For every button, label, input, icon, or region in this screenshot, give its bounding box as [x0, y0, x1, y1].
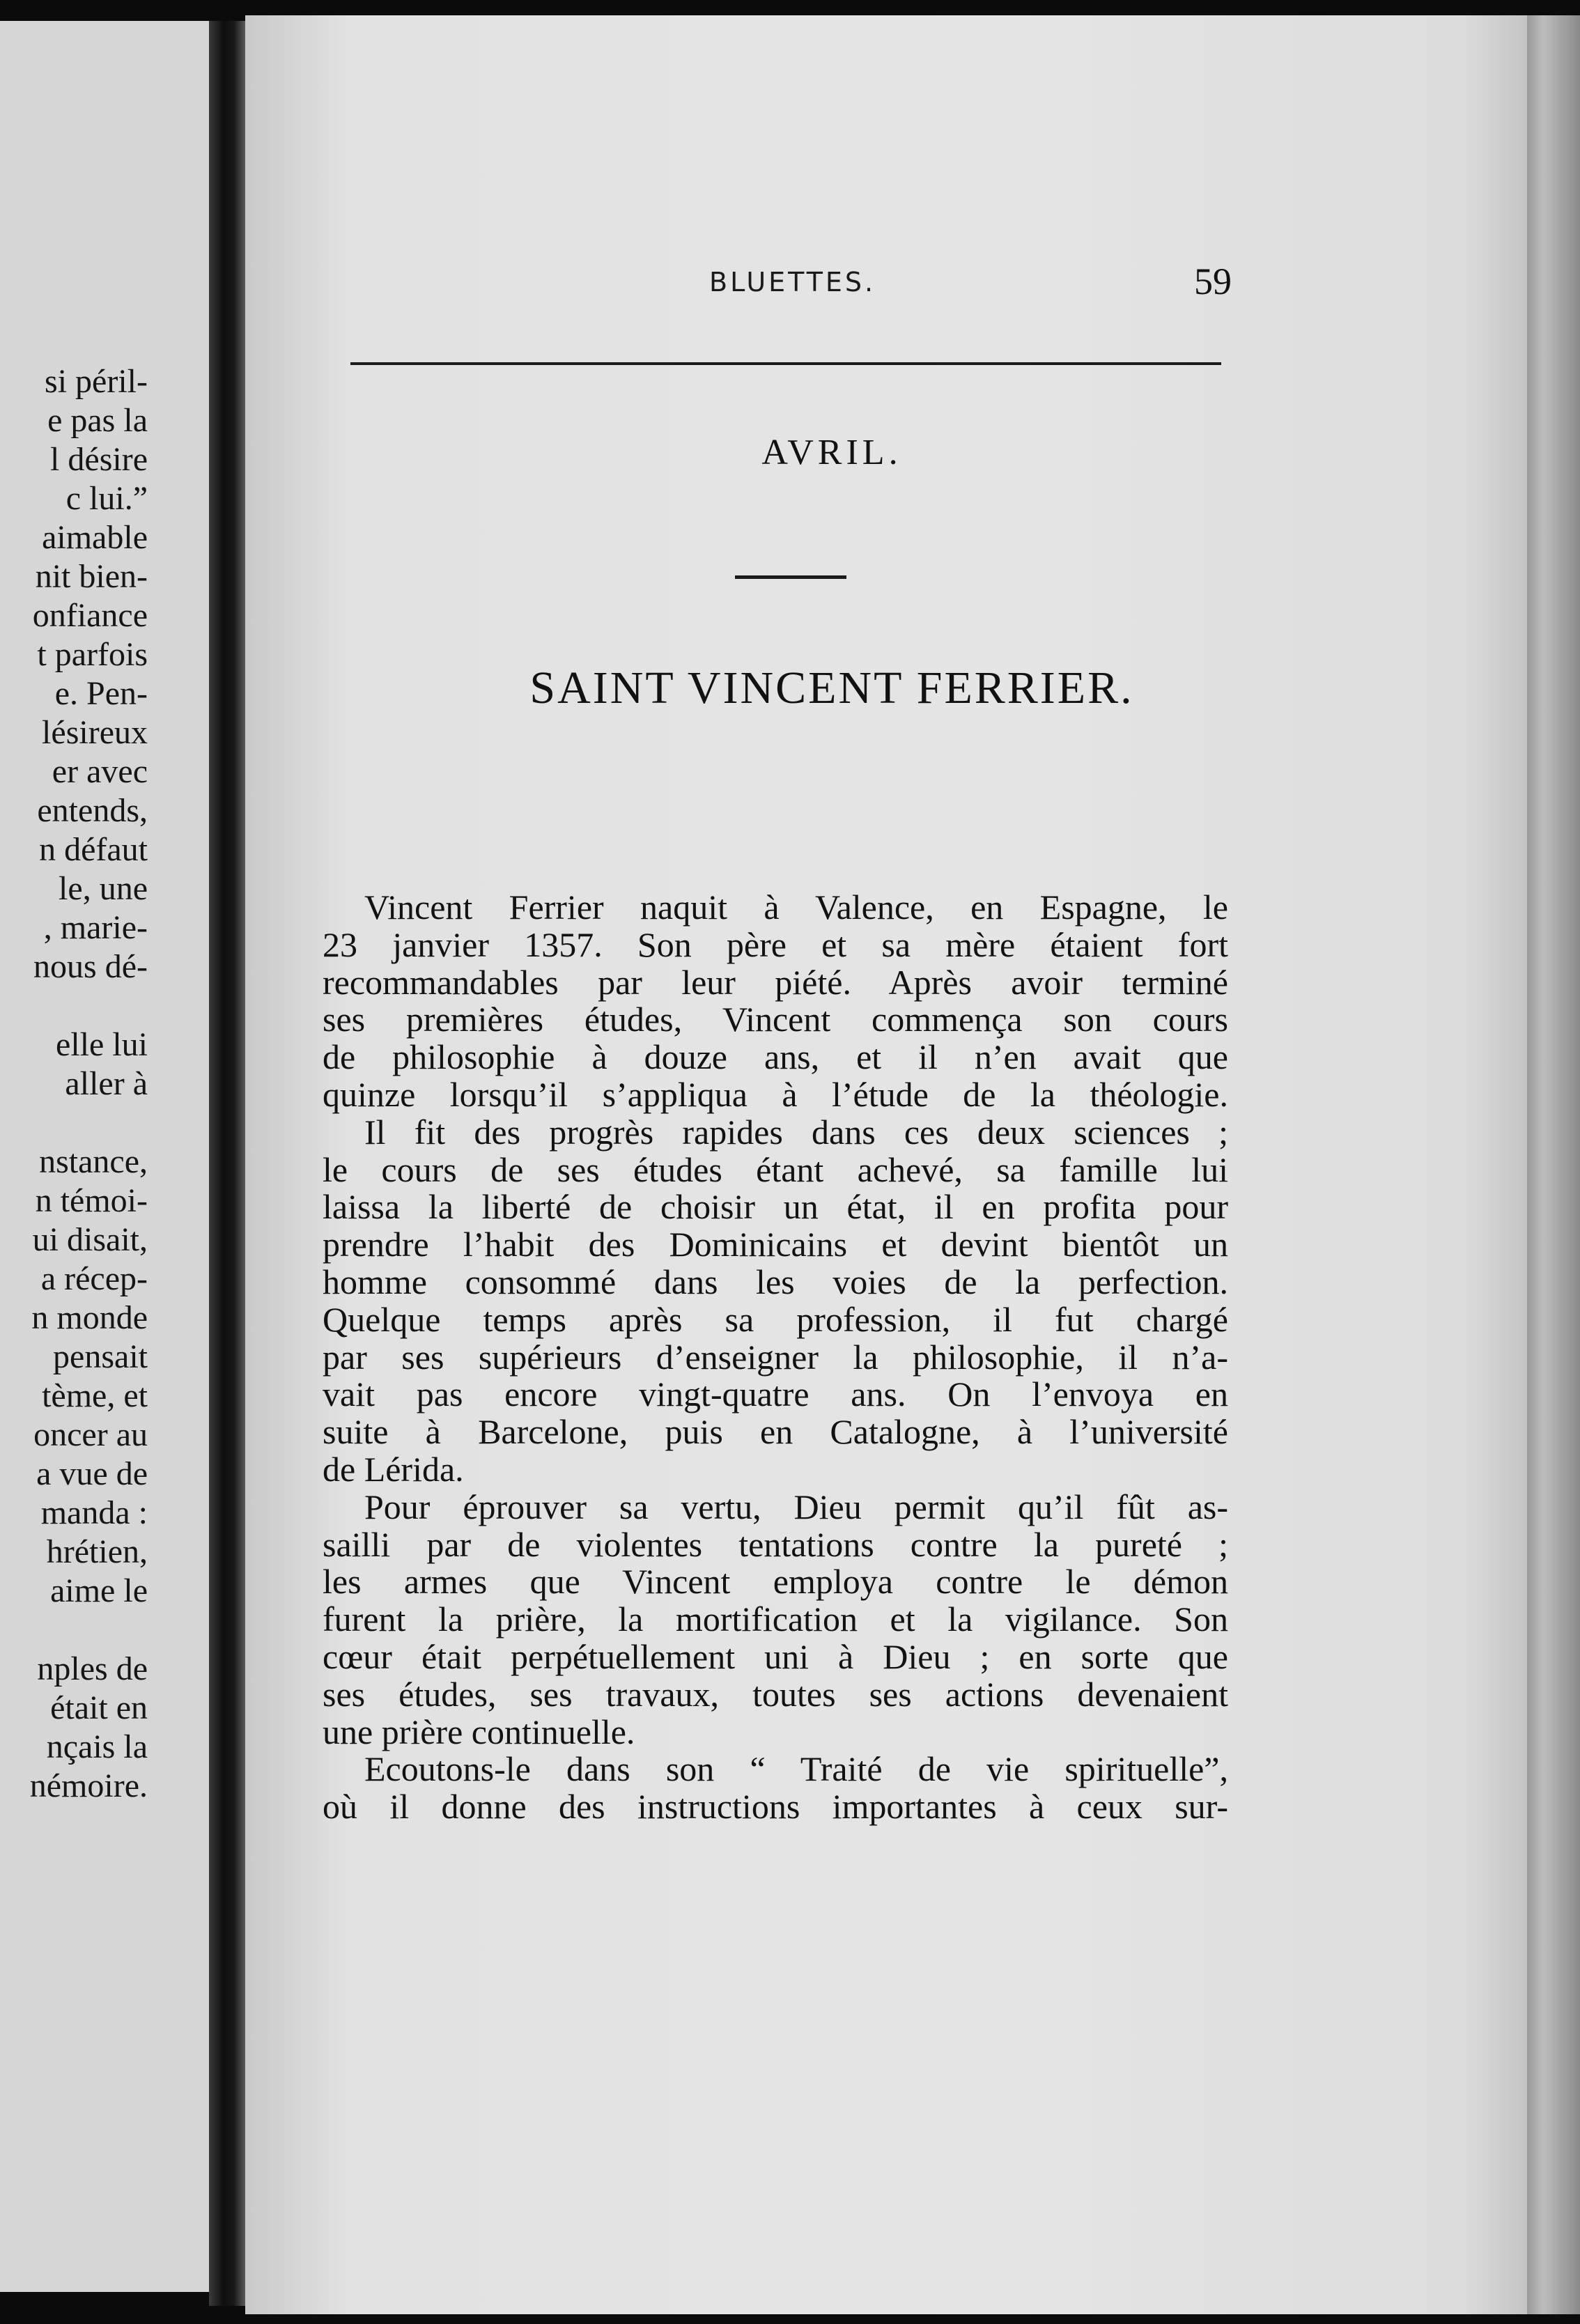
body-line: le cours de ses études étant achevé, sa famille lui	[323, 1149, 1228, 1189]
section-title: SAINT VINCENT FERRIER.	[529, 663, 1134, 713]
body-line: cœur était perpétuellement uni à Dieu ; en sorte que	[323, 1637, 1228, 1676]
body-line: une prière continuelle.	[323, 1712, 635, 1751]
running-head	[465, 261, 1232, 316]
ornament-rule	[735, 575, 846, 579]
body-line: vait pas encore vingt-quatre ans. On l’envoya en	[323, 1374, 1228, 1414]
left-page-line: aimable	[42, 519, 148, 556]
left-page-line: nçais la	[46, 1728, 148, 1765]
left-page-line: e pas la	[47, 402, 148, 439]
left-page-line: entends,	[37, 792, 148, 829]
body-line: ses études, ses travaux, toutes ses actions devenaient	[323, 1674, 1228, 1714]
left-page-line: onfiance	[32, 597, 148, 634]
left-page-line: e. Pen-	[54, 675, 148, 712]
body-line: par ses supérieurs d’enseigner la philosophie, il n’a-	[323, 1337, 1228, 1377]
left-page-line: er avec	[52, 753, 148, 790]
left-page-line: oncer au	[33, 1416, 148, 1453]
left-page-line: c lui.”	[65, 480, 148, 517]
body-line: de philosophie à douze ans, et il n’en avait que	[323, 1037, 1228, 1077]
header-rule	[350, 362, 1221, 365]
left-page-line: nit bien-	[35, 558, 148, 595]
body-line: où il donne des instructions importantes à ceux sur-	[323, 1787, 1228, 1827]
left-page-line: l désire	[50, 441, 148, 478]
left-page-line: aime le	[50, 1572, 148, 1609]
body-line: furent la prière, la mortification et la vigilance. Son	[323, 1599, 1228, 1639]
left-page-line: était en	[50, 1689, 148, 1726]
left-page-line: nstance,	[39, 1143, 148, 1180]
left-page-line: n monde	[31, 1299, 148, 1336]
body-line: suite à Barcelone, puis en Catalogne, à l’université	[323, 1412, 1228, 1452]
month-heading: AVRIL.	[761, 433, 902, 472]
body-line: recommandables par leur piété. Après avoir terminé	[323, 962, 1228, 1002]
left-page-line: elle lui	[56, 1026, 148, 1063]
body-line: Ecoutons-le dans son “ Traité de vie spirituelle”,	[364, 1749, 1228, 1789]
left-page-line: hrétien,	[46, 1533, 148, 1570]
body-line: 23 janvier 1357. Son père et sa mère étaient fort	[323, 924, 1228, 964]
body-line: Quelque temps après sa profession, il fut chargé	[323, 1299, 1228, 1339]
page-edge	[1527, 15, 1580, 2314]
body-line: Il fit des progrès rapides dans ces deux sciences ;	[364, 1112, 1228, 1152]
left-page-line: manda :	[40, 1494, 148, 1531]
left-page-line: t parfois	[37, 636, 148, 673]
left-page-line: , marie-	[43, 909, 148, 946]
page-number: 59	[1194, 261, 1232, 302]
left-page-line: lésireux	[42, 714, 148, 751]
left-page-line: a récep-	[40, 1260, 148, 1297]
left-page-line: nous dé-	[33, 948, 148, 985]
left-page-fragment	[0, 21, 209, 2292]
left-page-line: n défaut	[39, 831, 148, 868]
body-line: ses premières études, Vincent commença son cours	[323, 1000, 1228, 1039]
left-page-line: le, une	[59, 870, 148, 907]
body-line: homme consommé dans les voies de la perfection.	[323, 1262, 1228, 1301]
body-line: quinze lorsqu’il s’appliqua à l’étude de la théologie.	[323, 1075, 1228, 1114]
left-page-line: n témoi-	[35, 1182, 148, 1219]
left-page-line: némoire.	[29, 1767, 148, 1804]
left-page-line: nples de	[37, 1650, 148, 1687]
running-title: BLUETTES.	[709, 267, 876, 297]
body-line: laissa la liberté de choisir un état, il en profita pour	[323, 1187, 1228, 1227]
body-line: Vincent Ferrier naquit à Valence, en Espagne, le	[364, 888, 1228, 927]
book-gutter	[209, 21, 245, 2306]
body-line: prendre l’habit des Dominicains et devint bientôt un	[323, 1225, 1228, 1264]
body-line: de Lérida.	[323, 1450, 464, 1489]
left-page-line: pensait	[53, 1338, 148, 1375]
left-page-line: a vue de	[36, 1455, 148, 1492]
body-line: les armes que Vincent employa contre le démon	[323, 1562, 1228, 1602]
left-page-line: ui disait,	[32, 1221, 148, 1258]
left-page-line: si péril-	[45, 363, 148, 400]
left-page-line: tème, et	[42, 1377, 148, 1414]
body-line: sailli par de violentes tentations contre la pureté ;	[323, 1524, 1228, 1564]
left-page-line: aller à	[65, 1065, 148, 1102]
body-line: Pour éprouver sa vertu, Dieu permit qu’il fût as-	[364, 1487, 1228, 1526]
